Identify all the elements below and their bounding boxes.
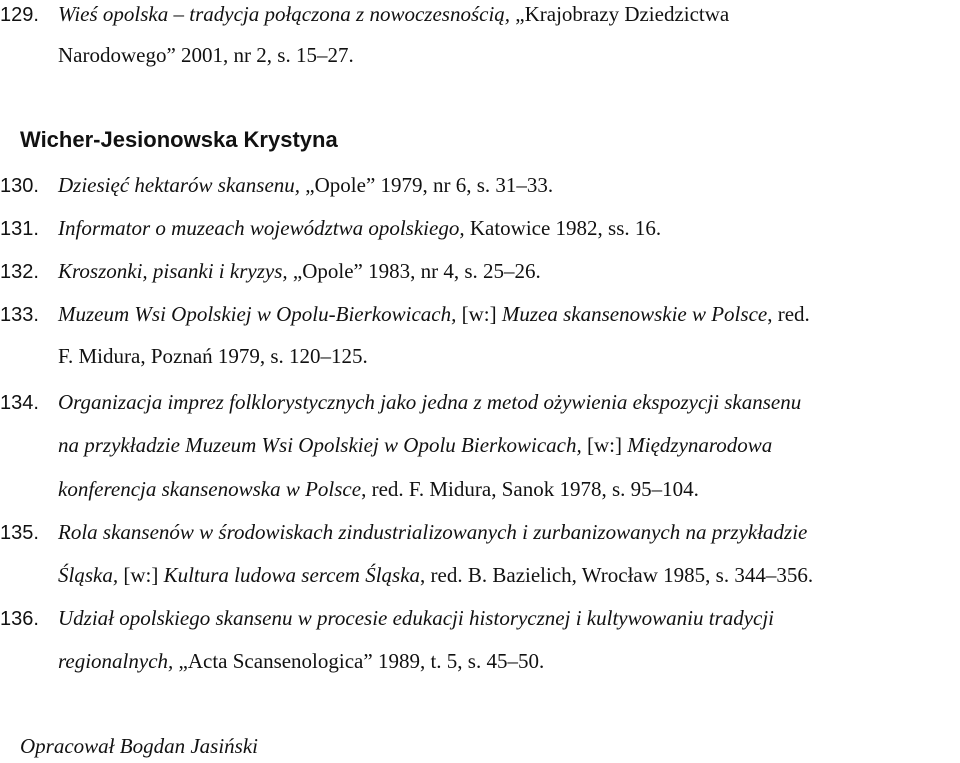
author-heading: Wicher-Jesionowska Krystyna — [20, 127, 338, 152]
entry-source: , red. F. Midura, Sanok 1978, s. 95–104. — [361, 477, 699, 501]
compiler-signature: Opracował Bogdan Jasiński — [20, 734, 258, 758]
entry-number: 131. — [0, 218, 39, 240]
entry-number: 130. — [0, 175, 39, 197]
entry-129-line-1 — [0, 1, 729, 28]
entry-130 — [0, 172, 553, 199]
entry-source: „Acta Scansenologica” 1989, t. 5, s. 45–50. — [173, 649, 545, 673]
entry-135-line-2 — [58, 562, 813, 588]
entry-133-line-1 — [0, 301, 810, 328]
entry-source: „Opole” 1983, nr 4, s. 25–26. — [287, 259, 541, 283]
entry-in-marker: [w:] — [118, 563, 164, 587]
entry-number: 134. — [0, 392, 39, 414]
entry-132 — [0, 258, 541, 285]
entry-source: „Opole” 1979, nr 6, s. 31–33. — [300, 173, 554, 197]
entry-134-line-2 — [58, 432, 772, 458]
entry-131 — [0, 215, 661, 242]
entry-book-title: Kultura ludowa sercem Śląska — [163, 563, 421, 587]
entry-title: na przykładzie Muzeum Wsi Opolskiej w Opolu Bierkowicach, — [58, 433, 582, 457]
entry-title: Kroszonki, pisanki i kryzys, — [58, 259, 288, 283]
entry-source: Katowice 1982, ss. 16. — [464, 216, 662, 240]
entry-title: Organizacja imprez folklorystycznych jako jedna z metod ożywienia ekspozycji skansenu — [58, 390, 802, 414]
entry-129-line-2 — [58, 42, 354, 68]
entry-title: Informator o muzeach województwa opolskiego, — [58, 216, 465, 240]
entry-title: Śląska, — [58, 563, 119, 587]
entry-number: 135. — [0, 522, 39, 544]
entry-number: 132. — [0, 261, 39, 283]
entry-136-line-2 — [58, 648, 544, 674]
entry-number: 136. — [0, 608, 39, 630]
entry-source: , red. — [767, 302, 810, 326]
entry-title: regionalnych, — [58, 649, 174, 673]
entry-title: Wieś opolska – tradycja połączona z nowoczesnością, — [58, 2, 511, 26]
entry-title: Muzeum Wsi Opolskiej w Opolu-Bierkowicach, — [58, 302, 457, 326]
entry-title: Dziesięć hektarów skansenu, — [58, 173, 301, 197]
entry-book-title: Muzea skansenowskie w Polsce — [501, 302, 768, 326]
entry-book-title: Międzynarodowa — [627, 433, 773, 457]
entry-source: F. Midura, Poznań 1979, s. 120–125. — [58, 344, 368, 368]
entry-title: Udział opolskiego skansenu w procesie edukacji historycznej i kultywowaniu tradycji — [58, 606, 775, 630]
entry-source: , red. B. Bazielich, Wrocław 1985, s. 344–356. — [420, 563, 814, 587]
entry-book-title: konferencja skansenowska w Polsce — [58, 477, 362, 501]
entry-source: „Krajobrazy Dziedzictwa — [510, 2, 730, 26]
entry-in-marker: [w:] — [456, 302, 502, 326]
entry-134-line-3 — [58, 476, 699, 502]
entry-number: 129. — [0, 4, 39, 26]
entry-source: Narodowego” 2001, nr 2, s. 15–27. — [58, 43, 354, 67]
entry-136-line-1 — [0, 605, 774, 632]
entry-title: Rola skansenów w środowiskach zindustrializowanych i zurbanizowanych na przykładzie — [58, 520, 808, 544]
entry-number: 133. — [0, 304, 39, 326]
entry-in-marker: [w:] — [581, 433, 628, 457]
entry-135-line-1 — [0, 519, 807, 546]
entry-134-line-1 — [0, 389, 801, 416]
entry-133-line-2 — [58, 343, 368, 369]
